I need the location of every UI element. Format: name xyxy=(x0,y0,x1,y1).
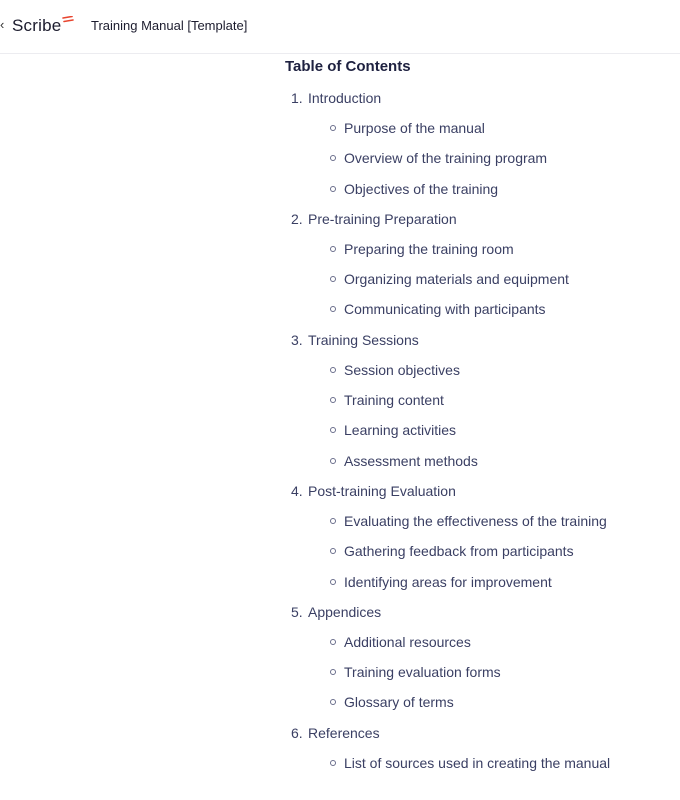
hollow-bullet-icon xyxy=(330,760,336,766)
toc-subsection-label: Evaluating the effectiveness of the training xyxy=(344,512,607,529)
toc-heading: Table of Contents xyxy=(285,58,411,75)
hollow-bullet-icon xyxy=(330,548,336,554)
toc-section-number: 2. xyxy=(291,210,303,227)
logo-text: Scribe xyxy=(12,16,62,35)
hollow-bullet-icon xyxy=(330,669,336,675)
hollow-bullet-icon xyxy=(330,518,336,524)
toc-section-number: 3. xyxy=(291,331,303,348)
toc-section-label: Training Sessions xyxy=(308,331,419,348)
toc-subsection-item[interactable] xyxy=(285,300,675,318)
hollow-bullet-icon xyxy=(330,639,336,645)
toc-subsection-label: Purpose of the manual xyxy=(344,120,485,136)
toc-subsection-item[interactable] xyxy=(285,119,675,137)
toc-subsection-label: Overview of the training program xyxy=(344,150,548,167)
toc-section-number: 1. xyxy=(291,90,303,106)
toc-section xyxy=(285,331,675,470)
hollow-bullet-icon xyxy=(330,458,336,464)
toc-section xyxy=(285,603,675,712)
toc-subsection-label: Learning activities xyxy=(344,422,457,439)
toc-subsection-label: Assessment methods xyxy=(344,452,478,469)
toc-subsection-item[interactable] xyxy=(285,754,675,772)
hollow-bullet-icon xyxy=(330,246,336,252)
scribe-logo[interactable] xyxy=(12,13,74,39)
toc-section-title[interactable] xyxy=(285,603,675,621)
toc-subsection-item[interactable] xyxy=(285,573,675,591)
toc-subsection-label: Objectives of the training xyxy=(344,180,499,197)
toc-section-number: 6. xyxy=(291,724,303,741)
toc-subsection-item[interactable] xyxy=(285,270,675,288)
document-body xyxy=(285,55,675,784)
toc-subsection-label: Additional resources xyxy=(344,633,471,650)
toc-subsection-label: Training content xyxy=(344,392,444,409)
toc-subsection-item[interactable] xyxy=(285,240,675,258)
toc-subsection-label: Identifying areas for improvement xyxy=(344,573,552,590)
toc-subsection-item[interactable] xyxy=(285,452,675,470)
toc-subsection-label: List of sources used in creating the manual xyxy=(344,754,611,771)
toc-section-title[interactable] xyxy=(285,482,675,500)
toc-section-label: Appendices xyxy=(308,603,382,620)
toc-section-title[interactable] xyxy=(285,724,675,742)
toc-subsection-item[interactable] xyxy=(285,391,675,409)
toc-subsection-list xyxy=(285,119,675,198)
hollow-bullet-icon xyxy=(330,186,336,192)
document-title: Training Manual [Template] xyxy=(91,18,248,33)
hollow-bullet-icon xyxy=(330,699,336,705)
toc-subsection-label: Organizing materials and equipment xyxy=(344,271,569,288)
toc-subsection-label: Session objectives xyxy=(344,361,460,378)
toc-section xyxy=(285,724,675,772)
toc-section-number: 4. xyxy=(291,482,303,499)
hollow-bullet-icon xyxy=(330,367,336,373)
toc-section xyxy=(285,210,675,319)
toc-subsection-list xyxy=(285,240,675,319)
toc-subsection-label: Preparing the training room xyxy=(344,240,514,257)
hollow-bullet-icon xyxy=(330,276,336,282)
toc-subsection-label: Communicating with participants xyxy=(344,301,546,318)
toc-section-title[interactable] xyxy=(285,210,675,228)
toc-subsection-item[interactable] xyxy=(285,361,675,379)
toc-subsection-item[interactable] xyxy=(285,512,675,530)
toc-subsection-item[interactable] xyxy=(285,421,675,439)
hollow-bullet-icon xyxy=(330,397,336,403)
toc-subsection-label: Glossary of terms xyxy=(344,694,454,711)
toc-subsection-label: Gathering feedback from participants xyxy=(344,543,574,560)
toc-subsection-item[interactable] xyxy=(285,542,675,560)
hollow-bullet-icon xyxy=(330,155,336,161)
toc-section xyxy=(285,89,675,198)
toc-subsection-item[interactable] xyxy=(285,149,675,167)
toc-subsection-item[interactable] xyxy=(285,633,675,651)
scribe-logo-mark-icon xyxy=(62,16,74,26)
toc-subsection-list xyxy=(285,361,675,470)
toc-section-label: Pre-training Preparation xyxy=(308,210,457,227)
hollow-bullet-icon xyxy=(330,306,336,312)
hollow-bullet-icon xyxy=(330,579,336,585)
toc-subsection-list xyxy=(285,512,675,591)
toc-section xyxy=(285,482,675,591)
toc-section-label: Introduction xyxy=(308,90,382,106)
toc-subsection-item[interactable] xyxy=(285,693,675,711)
toc-section-number: 5. xyxy=(291,603,303,620)
toc-subsection-label: Training evaluation forms xyxy=(344,664,501,681)
toc-subsection-list xyxy=(285,754,675,772)
toc-section-title[interactable] xyxy=(285,331,675,349)
toc-list xyxy=(285,89,675,772)
hollow-bullet-icon xyxy=(330,427,336,433)
top-bar xyxy=(0,0,680,54)
back-arrow-icon[interactable]: ‹ xyxy=(0,18,5,32)
toc-subsection-list xyxy=(285,633,675,712)
toc-section-title[interactable] xyxy=(285,89,675,107)
toc-section-label: References xyxy=(308,724,380,741)
toc-subsection-item[interactable] xyxy=(285,663,675,681)
toc-subsection-item[interactable] xyxy=(285,180,675,198)
hollow-bullet-icon xyxy=(330,125,336,131)
toc-section-label: Post-training Evaluation xyxy=(308,482,456,499)
